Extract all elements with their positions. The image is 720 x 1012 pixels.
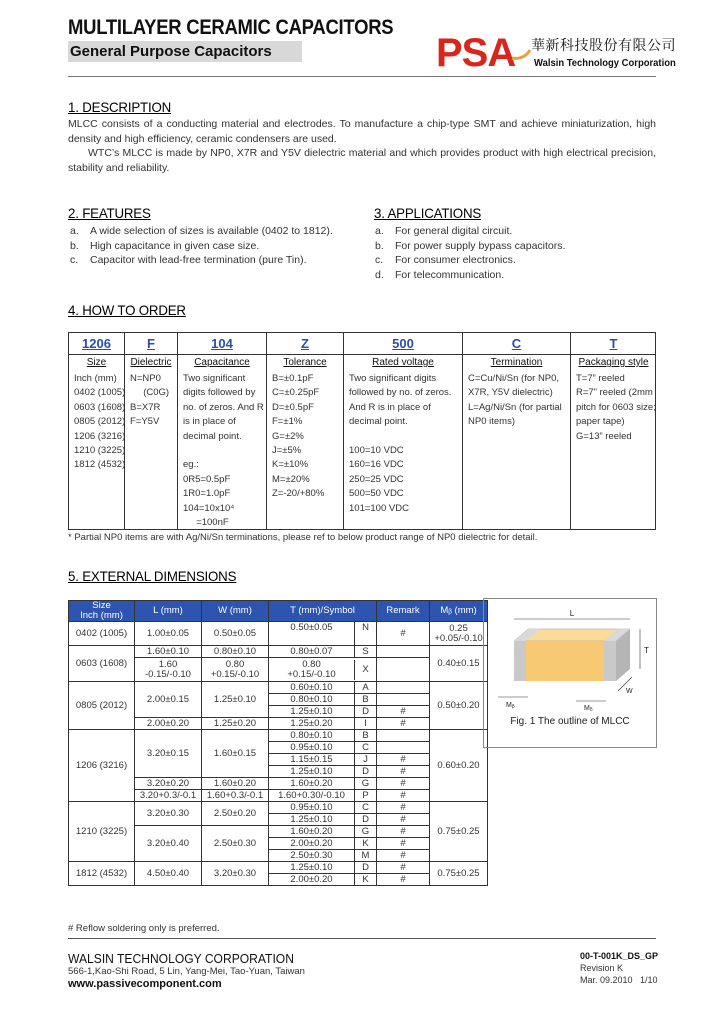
order-col-body <box>183 372 263 530</box>
order-line: Two significant <box>183 373 246 384</box>
cell-t <box>269 754 377 766</box>
cell-t <box>269 694 377 706</box>
cell-t <box>269 682 377 694</box>
cell-size: 1210 (3225) <box>69 802 135 862</box>
order-col-header: Tolerance <box>283 357 327 368</box>
order-line: eg.: <box>183 459 199 471</box>
list-text: For power supply bypass capacitors. <box>395 239 566 252</box>
cell-w: 0.50±0.05 <box>202 622 269 646</box>
order-line: L=Ag/Ni/Sn (for partial <box>468 401 562 413</box>
list-item <box>375 239 565 254</box>
cell-w: 0.80±0.10 <box>202 646 269 658</box>
list-text: Capacitor with lead-free termination (pure Tin). <box>90 254 307 266</box>
cell-t <box>269 742 377 754</box>
cell-l: 3.20±0.30 <box>135 802 202 826</box>
cell-w: 3.20±0.30 <box>202 862 269 886</box>
cell-t <box>269 802 377 814</box>
list-item <box>375 253 565 268</box>
order-line: D=±0.5pF <box>272 401 314 413</box>
order-col-termination <box>462 333 570 529</box>
list-marker: b. <box>70 239 79 252</box>
order-line: Two significant digits <box>349 373 437 384</box>
list-item <box>70 253 333 268</box>
cell-remark: # <box>377 826 430 838</box>
cell-size: 0805 (2012) <box>69 682 135 730</box>
list-item <box>70 224 333 239</box>
description-paragraph-1: MLCC consists of a conducting material and electrodes. To manufacture a chip-type SMT and achieve miniaturization, high density and high efficiency, ceramic condensers are used. <box>68 118 656 145</box>
cell-remark: # <box>377 778 430 790</box>
cell-w: 1.25±0.10 <box>202 682 269 718</box>
cell-remark: # <box>377 850 430 862</box>
t-symbol: M <box>354 850 376 861</box>
label-l: L <box>569 609 575 618</box>
order-line: B=±0.1pF <box>272 373 314 384</box>
cell-w: 2.50±0.20 <box>202 802 269 826</box>
order-line: 1206 (3216) <box>74 430 126 442</box>
t-value: 2.00±0.20 <box>290 874 333 885</box>
cell-t <box>269 718 377 730</box>
t-symbol: D <box>354 766 376 777</box>
description-paragraph-2: WTC’s MLCC is made by NP0, X7R and Y5V dielectric material and which provides product with high electrical precision, stability and reliability. <box>68 147 656 174</box>
order-line: 1210 (3225) <box>74 445 126 457</box>
t-symbol: I <box>354 718 376 729</box>
order-line: decimal point. <box>183 430 242 442</box>
t-value: 0.50±0.05 <box>290 622 333 633</box>
cell-mb: 0.25 +0.05/-0.10 <box>430 622 488 646</box>
document-number: 00-T-001K_DS_GP <box>580 951 659 961</box>
cell-remark: # <box>377 874 430 886</box>
order-col-voltage <box>343 333 462 529</box>
t-symbol: B <box>354 730 376 741</box>
order-col-header: Termination <box>490 357 543 368</box>
order-line: 1812 (4532) <box>74 459 126 471</box>
order-code: T <box>571 333 656 355</box>
order-line: is in place of <box>183 416 236 428</box>
t-value: 0.80±0.07 <box>290 646 333 657</box>
t-symbol: D <box>354 814 376 825</box>
order-code-table <box>68 332 656 530</box>
cell-size: 0402 (1005) <box>69 622 135 646</box>
cell-remark: # <box>377 754 430 766</box>
cell-l: 1.60±0.10 <box>135 646 202 658</box>
label-t: T <box>644 646 649 655</box>
t-symbol: D <box>354 862 376 873</box>
cell-l: 1.00±0.05 <box>135 622 202 646</box>
order-col-body <box>130 372 174 430</box>
cell-l: 2.00±0.15 <box>135 682 202 718</box>
cell-remark <box>377 658 430 682</box>
cell-t <box>269 862 377 874</box>
col-header-thickness: T (mm)/Symbol <box>269 601 377 622</box>
t-symbol: K <box>354 838 376 849</box>
order-col-header: Rated voltage <box>372 357 434 368</box>
cell-w: 0.80 +0.15/-0.10 <box>202 658 269 682</box>
order-line: (C0G) <box>130 387 170 399</box>
order-col-header: Dielectric <box>130 357 172 368</box>
cell-l: 3.20±0.15 <box>135 730 202 778</box>
cell-l: 3.20±0.40 <box>135 826 202 862</box>
t-symbol: X <box>354 660 376 680</box>
cell-remark: # <box>377 790 430 802</box>
list-marker: d. <box>375 268 384 281</box>
document-title: MULTILAYER CERAMIC CAPACITORS <box>68 16 394 39</box>
t-value: 0.60±0.10 <box>290 682 333 693</box>
cell-remark <box>377 730 430 742</box>
cell-remark <box>377 646 430 658</box>
list-marker: b. <box>375 239 384 252</box>
order-line: C=±0.25pF <box>272 387 320 399</box>
t-value: 2.00±0.20 <box>290 838 333 849</box>
description-heading: 1. DESCRIPTION <box>68 99 172 115</box>
order-code: 500 <box>344 333 462 355</box>
order-line: F=±1% <box>272 416 303 428</box>
cell-mb: 0.60±0.20 <box>430 730 488 802</box>
order-line: 500=50 VDC <box>349 488 404 500</box>
col-header-size: Size Inch (mm) <box>69 601 135 622</box>
t-value: 1.25±0.10 <box>290 706 333 717</box>
order-line: N=NP0 <box>130 373 161 384</box>
order-heading: 4. HOW TO ORDER <box>68 302 186 318</box>
chip-front-face <box>514 641 616 681</box>
order-line: 100=10 VDC <box>349 445 404 457</box>
cell-remark <box>377 694 430 706</box>
reflow-note: # Reflow soldering only is preferred. <box>68 923 220 934</box>
order-line: followed by no. of zeros. <box>349 387 452 399</box>
cell-t <box>269 826 377 838</box>
dimensions-heading: 5. EXTERNAL DIMENSIONS <box>68 568 237 584</box>
order-line <box>183 444 263 458</box>
revision: Revision K <box>580 963 624 973</box>
t-value: 1.25±0.10 <box>290 862 333 873</box>
list-marker: c. <box>375 254 384 266</box>
cell-l: 3.20±0.20 <box>135 778 202 790</box>
cell-remark <box>377 742 430 754</box>
list-marker: c. <box>70 254 79 266</box>
order-line: no. of zeros. And R <box>183 401 264 413</box>
table-row <box>69 730 488 742</box>
order-col-body <box>349 372 459 516</box>
order-line: 0402 (1005) <box>74 387 126 399</box>
t-symbol: K <box>354 874 376 885</box>
mlcc-chip-drawing <box>484 599 658 711</box>
t-value: 1.25±0.10 <box>290 766 333 777</box>
company-chinese-name: 華新科技股份有限公司 <box>531 38 676 54</box>
cell-t <box>269 814 377 826</box>
list-marker: a. <box>375 225 384 237</box>
logo-text: PSA <box>436 31 516 74</box>
revision-date: Mar. 09.2010 <box>580 975 633 985</box>
t-symbol: A <box>354 682 376 693</box>
footer-divider <box>68 938 656 939</box>
t-symbol: G <box>354 826 376 837</box>
list-text: For general digital circuit. <box>395 225 513 237</box>
t-symbol: S <box>354 646 376 657</box>
order-col-body <box>468 372 567 430</box>
cell-l: 3.20+0.3/-0.1 <box>135 790 202 802</box>
t-symbol: N <box>354 622 376 645</box>
table-header-row <box>69 601 488 622</box>
order-col-dielectric <box>124 333 177 529</box>
t-symbol: B <box>354 694 376 705</box>
t-value: 0.95±0.10 <box>290 802 333 813</box>
order-line: 160=16 VDC <box>349 459 404 471</box>
cell-remark: # <box>377 622 430 646</box>
order-line: 0R5=0.5pF <box>183 473 231 485</box>
order-col-capacitance <box>177 333 266 529</box>
cell-remark: # <box>377 838 430 850</box>
order-code: Z <box>267 333 343 355</box>
cell-t <box>269 730 377 742</box>
cell-t <box>269 706 377 718</box>
col-header-remark: Remark <box>377 601 430 622</box>
t-value: 0.95±0.10 <box>290 742 333 753</box>
order-code: 1206 <box>69 333 124 355</box>
order-col-size <box>69 333 124 529</box>
page-number: 1/10 <box>640 975 658 985</box>
order-line: digits followed by <box>183 387 256 399</box>
order-line: R=7” reeled (2mm <box>576 387 653 399</box>
list-item <box>70 239 333 254</box>
cell-remark: # <box>377 802 430 814</box>
order-line: 250=25 VDC <box>349 473 404 485</box>
t-symbol: J <box>354 754 376 765</box>
npo-footnote: * Partial NP0 items are with Ag/Ni/Sn terminations, please ref to below product range of NP0 dielectric for detail. <box>68 532 538 543</box>
order-line: G=13” reeled <box>576 430 632 442</box>
psa-logo <box>434 30 534 74</box>
cell-remark: # <box>377 766 430 778</box>
table-row <box>69 622 488 646</box>
t-value: 1.60±0.20 <box>290 778 333 789</box>
t-symbol: C <box>354 742 376 753</box>
cell-l: 2.00±0.20 <box>135 718 202 730</box>
order-line: M=±20% <box>272 473 310 485</box>
applications-list <box>375 224 565 282</box>
order-col-header: Packaging style <box>578 357 649 368</box>
cell-t <box>269 790 377 802</box>
features-list <box>70 224 333 268</box>
cell-w: 1.60±0.20 <box>202 778 269 790</box>
order-line: Inch (mm) <box>74 373 117 384</box>
cell-remark: # <box>377 706 430 718</box>
order-code: F <box>125 333 177 355</box>
order-line: 0603 (1608) <box>74 401 126 413</box>
order-line: F=Y5V <box>130 416 160 428</box>
order-line: 101=100 VDC <box>349 502 409 514</box>
col-header-mb: Mᵦ (mm) <box>430 601 488 622</box>
label-w: W <box>626 688 633 695</box>
cell-t <box>269 766 377 778</box>
chip-front-term-right <box>604 641 616 681</box>
order-line: 104=10x10⁴ <box>183 502 235 514</box>
t-symbol: P <box>354 790 376 801</box>
order-line: paper tape) <box>576 416 625 428</box>
t-value: 1.60±0.20 <box>290 826 333 837</box>
cell-t <box>269 838 377 850</box>
cell-t <box>269 658 377 682</box>
t-value: 0.80±0.10 <box>290 694 333 705</box>
table-row <box>69 682 488 694</box>
order-col-header: Size <box>86 357 107 368</box>
dimensions-table <box>68 600 488 886</box>
cell-size: 1206 (3216) <box>69 730 135 802</box>
cell-remark: # <box>377 862 430 874</box>
list-text: A wide selection of sizes is available (0402 to 1812). <box>90 225 333 237</box>
cell-mb: 0.75±0.25 <box>430 802 488 862</box>
order-line <box>349 430 459 444</box>
cell-l: 1.60 -0.15/-0.10 <box>135 658 202 682</box>
list-marker: a. <box>70 225 79 237</box>
order-col-body <box>272 372 340 502</box>
cell-t <box>269 778 377 790</box>
table-row <box>69 646 488 658</box>
order-line: And R is in place of <box>349 401 431 413</box>
t-symbol: C <box>354 802 376 813</box>
applications-heading: 3. APPLICATIONS <box>374 205 482 221</box>
list-item <box>375 224 565 239</box>
cell-mb: 0.75±0.25 <box>430 862 488 886</box>
order-line: 1R0=1.0pF <box>183 488 231 500</box>
document-subtitle: General Purpose Capacitors <box>68 41 302 62</box>
order-line: X7R, Y5V dielectric) <box>468 387 553 399</box>
list-text: High capacitance in given case size. <box>90 239 260 252</box>
order-line: T=7” reeled <box>576 373 625 384</box>
order-col-body <box>74 372 126 473</box>
order-col-body <box>576 372 656 444</box>
order-line: =100nF <box>183 517 229 529</box>
cell-mb: 0.50±0.20 <box>430 682 488 730</box>
cell-w: 1.25±0.20 <box>202 718 269 730</box>
list-item <box>375 268 565 283</box>
cell-remark: # <box>377 814 430 826</box>
t-value: 1.25±0.20 <box>290 718 333 729</box>
company-english-name: Walsin Technology Corporation <box>534 57 676 69</box>
cell-t <box>269 622 377 646</box>
order-line: B=X7R <box>130 401 161 413</box>
cell-t <box>269 850 377 862</box>
t-symbol: G <box>354 778 376 789</box>
order-code: C <box>463 333 570 355</box>
cell-size: 1812 (4532) <box>69 862 135 886</box>
footer-address: 566-1,Kao-Shi Road, 5 Lin, Yang-Mei, Tao-Yuan, Taiwan <box>68 966 305 977</box>
cell-w: 2.50±0.30 <box>202 826 269 862</box>
order-line: pitch for 0603 size; <box>576 401 656 413</box>
t-value: 1.60+0.30/-0.10 <box>278 790 345 801</box>
order-line: Z=-20/+80% <box>272 488 325 500</box>
order-line: decimal point. <box>349 416 408 428</box>
cell-remark <box>377 682 430 694</box>
label-mb-right: Mᵦ <box>584 705 593 711</box>
table-row <box>69 802 488 814</box>
order-line: G=±2% <box>272 430 304 442</box>
t-value: 0.80 +0.15/-0.10 <box>287 658 336 680</box>
cell-remark: # <box>377 718 430 730</box>
order-line: K=±10% <box>272 459 309 471</box>
cell-l: 4.50±0.40 <box>135 862 202 886</box>
order-col-tolerance <box>266 333 343 529</box>
cell-mb: 0.40±0.15 <box>430 646 488 682</box>
features-heading: 2. FEATURES <box>68 205 151 221</box>
col-header-width: W (mm) <box>202 601 269 622</box>
figure-caption: Fig. 1 The outline of MLCC <box>510 716 630 727</box>
order-line: NP0 items) <box>468 416 515 428</box>
table-row <box>69 862 488 874</box>
t-value: 2.50±0.30 <box>290 850 333 861</box>
order-code: 104 <box>178 333 266 355</box>
chip-front-term-left <box>514 641 526 681</box>
cell-t <box>269 646 377 658</box>
order-line: 0805 (2012) <box>74 416 126 428</box>
cell-w: 1.60+0.3/-0.1 <box>202 790 269 802</box>
t-value: 1.15±0.15 <box>290 754 333 765</box>
header-divider <box>68 76 656 77</box>
order-col-packaging <box>570 333 656 529</box>
cell-size: 0603 (1608) <box>69 646 135 682</box>
cell-t <box>269 874 377 886</box>
list-text: For consumer electronics. <box>395 254 516 266</box>
order-line: C=Cu/Ni/Sn (for NP0, <box>468 373 560 384</box>
footer-company: WALSIN TECHNOLOGY CORPORATION <box>68 951 294 966</box>
label-mb-left: Mᵦ <box>506 702 515 709</box>
col-header-length: L (mm) <box>135 601 202 622</box>
t-value: 0.80±0.10 <box>290 730 333 741</box>
t-value: 1.25±0.10 <box>290 814 333 825</box>
order-col-header: Capacitance <box>194 357 250 368</box>
order-line: J=±5% <box>272 445 302 457</box>
t-symbol: D <box>354 706 376 717</box>
list-text: For telecommunication. <box>395 268 505 281</box>
cell-w: 1.60±0.15 <box>202 730 269 778</box>
footer-website-link[interactable]: www.passivecomponent.com <box>68 978 222 990</box>
